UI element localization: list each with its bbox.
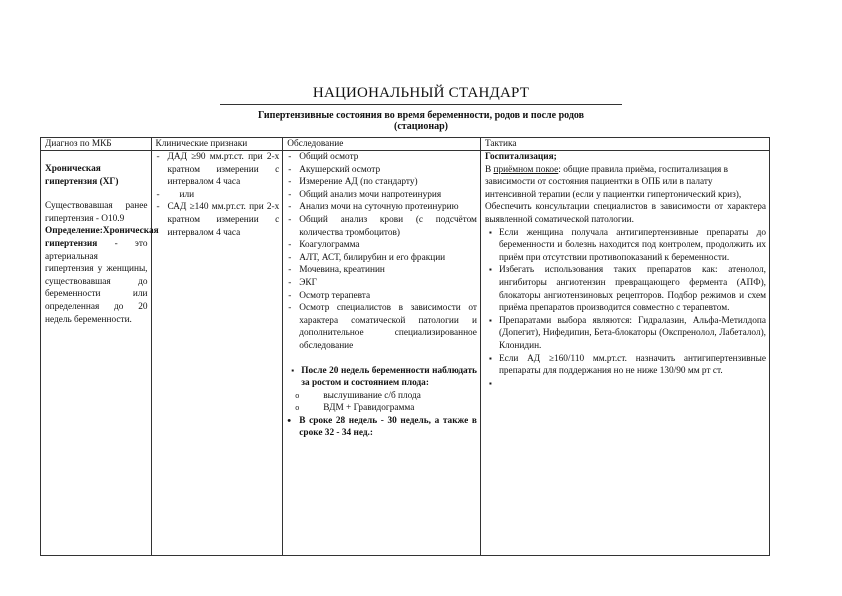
monitoring-subitem: o выслушивание с/б плода (287, 390, 477, 403)
tactics-bullet: ▪ Избегать использования таких препаратов как: атенолол, ингибиторы ангиотензин превращающего фермента (АПФ), блокаторы ангиотензиновых рецепторов. Подбор режимов и схем приёма препаратов производится совместно с терапевтом. (485, 264, 766, 314)
tactics-heading: Госпитализация; (484, 152, 557, 162)
exam-item: - Акушерский осмотр (287, 164, 477, 177)
sign-item: - ДАД ≥90 мм.рт.ст. при 2-х кратном измерении с интервалом 4 часа (156, 151, 280, 189)
subtitle-line-1: Гипертензивные состояния во время беременности, родов и после родов (257, 110, 585, 121)
admission-room-text: приёмном покое (493, 164, 559, 175)
p1-prefix: В (484, 164, 494, 175)
header-signs: Клинические признаки (151, 138, 283, 151)
sign-or (156, 189, 280, 202)
standard-title (0, 85, 842, 102)
exam-item: - Общий анализ крови (с подсчётом количества тромбоцитов) (287, 214, 477, 239)
table-row (41, 151, 770, 556)
exam-item: - Измерение АД (по стандарту) (287, 176, 477, 189)
exam-item: - АЛТ, АСТ, билирубин и его фракции (287, 252, 477, 265)
exam-item: - Осмотр терапевта (287, 290, 477, 303)
document-subtitle (0, 110, 842, 132)
tactics-paragraph-1 (485, 164, 766, 202)
diagnosis-cell (41, 151, 159, 556)
exam-item: - Коагулограмма (287, 239, 477, 252)
definition-label: Определение: (45, 226, 103, 237)
diagnosis-existing: Существовавшая ранее гипертензия - О10.9 (45, 201, 148, 224)
tactics-paragraph-2: Обеспечить консультации специалистов в зависимости от характера выявленной соматической патологии. (484, 202, 766, 225)
diagnosis-name: Хроническая гипертензия (ХГ) (45, 164, 119, 187)
monitoring-subitem: o ВДМ + Гравидограмма (287, 402, 477, 415)
tactics-bullet-empty (485, 378, 766, 390)
standard-title-text: НАЦИОНАЛЬНЫЙ СТАНДАРТ (312, 85, 530, 101)
header-exams: Обследование (283, 138, 481, 151)
title-underline (220, 104, 622, 105)
exams-cell (283, 151, 481, 556)
exam-item: - Осмотр специалистов в зависимости от характера соматической патологии и дополнительное специализированное обследование (287, 302, 477, 352)
exam-item: - Общий осмотр (287, 151, 477, 164)
exam-item: - Анализ мочи на суточную протеинурию (287, 201, 477, 214)
standard-table (40, 137, 770, 556)
tactics-cell (480, 151, 769, 556)
header-tactics: Тактика (480, 138, 769, 151)
exam-item: - ЭКГ (287, 277, 477, 290)
signs-cell (151, 151, 283, 556)
sign-item: - САД ≥140 мм.рт.ст. при 2-х кратном измерении с интервалом 4 часа (156, 201, 280, 239)
tactics-bullet: ▪ Если АД ≥160/110 мм.рт.ст. назначить антигипертензивные препараты для поддержания но не ниже 130/90 мм рт ст. (485, 353, 766, 378)
definition-text: - это артериальная гипертензия у женщины, существовавшая до беременности или определенная до 20 недель беременности. (45, 238, 148, 325)
table-header-row (41, 138, 770, 151)
subtitle-line-2: (стационар) (394, 121, 448, 132)
definition-term: Хроническая гипертензия (45, 226, 159, 249)
tactics-bullet: ▪ Препаратами выбора являются: Гидралазин, Альфа-Метилдопа (Допегит), Нифедипин, Бета-блокаторы (Окспренолол, Лабеталол), Клонидин. (485, 315, 766, 353)
sign-or-text: или (179, 189, 195, 200)
monitoring-after-20: ▪ После 20 недель беременности наблюдать за ростом и состоянием плода: (287, 365, 477, 390)
tactics-bullet: ▪ Если женщина получала антигипертензивные препараты до беременности и болезнь находится под контролем, продолжить их приём при отсутствии противопоказаний к беременности. (485, 227, 766, 265)
diagnosis-definition (45, 225, 159, 326)
exam-item: - Мочевина, креатинин (287, 264, 477, 277)
p1-suffix: : общие правила приёма, госпитализация в зависимости от состояния пациентки в ОПБ или в палату интенсивной терапии (если у пациентки гипертонический криз), (484, 164, 742, 200)
exam-item: - Общий анализ мочи напротеинурия (287, 189, 477, 202)
monitoring-weeks: • В сроке 28 недель - 30 недель, а также в сроке 32 - 34 нед.: (287, 415, 477, 440)
header-diagnosis: Диагноз по МКБ (41, 138, 152, 151)
